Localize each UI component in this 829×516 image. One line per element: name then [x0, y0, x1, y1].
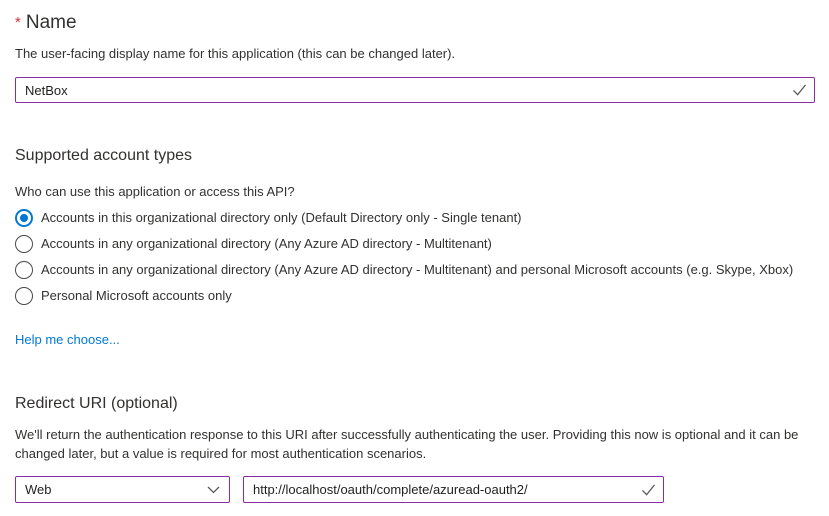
- redirect-uri-input-wrap: [243, 476, 664, 503]
- radio-unselected-icon[interactable]: [15, 235, 33, 253]
- account-types-question: Who can use this application or access this API?: [15, 184, 295, 199]
- name-description: The user-facing display name for this application (this can be changed later).: [15, 46, 456, 61]
- radio-option-multitenant-personal[interactable]: [15, 261, 815, 279]
- name-section-heading: [15, 10, 815, 36]
- radio-unselected-icon[interactable]: [15, 287, 33, 305]
- chevron-down-icon: [207, 485, 220, 494]
- radio-option-personal-only[interactable]: [15, 287, 815, 305]
- radio-option-label: Accounts in any organizational directory (Any Azure AD directory - Multitenant) and personal Microsoft accounts (e.g. Skype, Xbox): [41, 262, 794, 277]
- name-input[interactable]: [15, 77, 815, 103]
- redirect-uri-input[interactable]: [243, 476, 664, 503]
- radio-option-label: Accounts in this organizational directory only (Default Directory only - Single tenant): [41, 210, 522, 225]
- radio-option-single-tenant[interactable]: [15, 209, 815, 227]
- radio-unselected-icon[interactable]: [15, 261, 33, 279]
- radio-option-multitenant[interactable]: [15, 235, 815, 253]
- redirect-uri-row: [15, 476, 815, 503]
- platform-select-value: Web: [25, 482, 52, 497]
- account-types-heading: Supported account types: [15, 147, 193, 164]
- account-types-radio-group: [15, 209, 815, 305]
- radio-selected-icon[interactable]: [15, 209, 33, 227]
- redirect-uri-heading: Redirect URI (optional): [15, 395, 178, 412]
- name-heading-label: Name: [25, 12, 77, 33]
- help-me-choose-link[interactable]: Help me choose...: [15, 332, 120, 347]
- redirect-uri-description: We'll return the authentication response to this URI after successfully authenticating the user. Providing this now is optional and it can be changed later, but a value is required for most authentication scenarios.: [15, 427, 799, 461]
- radio-option-label: Personal Microsoft accounts only: [41, 288, 232, 303]
- app-registration-form: [0, 10, 829, 503]
- required-asterisk: *: [15, 14, 21, 31]
- platform-select[interactable]: [15, 476, 230, 503]
- name-input-wrap: [15, 77, 815, 103]
- radio-option-label: Accounts in any organizational directory (Any Azure AD directory - Multitenant): [41, 236, 492, 251]
